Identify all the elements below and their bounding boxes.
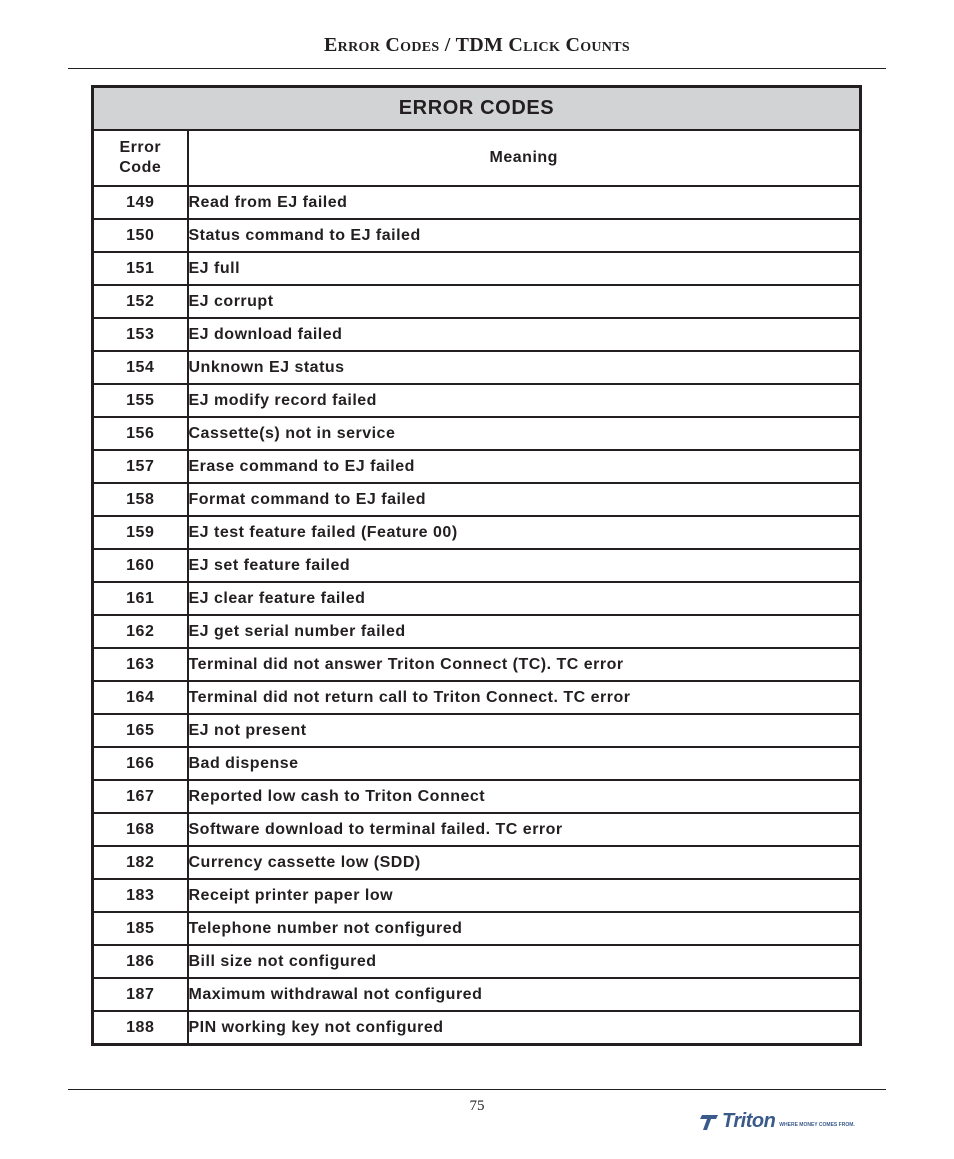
table-row <box>93 945 861 978</box>
error-meaning-cell: EJ get serial number failed <box>188 615 861 648</box>
error-meaning-cell: Terminal did not answer Triton Connect (TC). TC error <box>188 648 861 681</box>
error-meaning-cell: Telephone number not configured <box>188 912 861 945</box>
table-row <box>93 483 861 516</box>
triton-logo-text: Triton <box>722 1110 776 1132</box>
error-code-cell: 182 <box>93 846 188 879</box>
triton-logo-tagline: WHERE MONEY COMES FROM. <box>779 1121 855 1128</box>
page-header-title: Error Codes / TDM Click Counts <box>324 34 630 56</box>
table-row <box>93 978 861 1011</box>
error-meaning-cell: Terminal did not return call to Triton Connect. TC error <box>188 681 861 714</box>
error-meaning-cell: EJ corrupt <box>188 285 861 318</box>
table-row <box>93 648 861 681</box>
error-meaning-cell: EJ clear feature failed <box>188 582 861 615</box>
table-row <box>93 681 861 714</box>
table-row <box>93 879 861 912</box>
error-code-cell: 149 <box>93 186 188 219</box>
column-header-error-code-line1: Error <box>119 139 162 156</box>
error-code-cell: 157 <box>93 450 188 483</box>
error-code-cell: 163 <box>93 648 188 681</box>
error-code-cell: 186 <box>93 945 188 978</box>
error-meaning-cell: Currency cassette low (SDD) <box>188 846 861 879</box>
table-row <box>93 1011 861 1045</box>
table-row <box>93 384 861 417</box>
error-meaning-cell: Bill size not configured <box>188 945 861 978</box>
table-row <box>93 582 861 615</box>
error-code-cell: 166 <box>93 747 188 780</box>
table-row <box>93 912 861 945</box>
error-code-cell: 162 <box>93 615 188 648</box>
error-code-cell: 158 <box>93 483 188 516</box>
error-code-cell: 165 <box>93 714 188 747</box>
table-row <box>93 516 861 549</box>
error-meaning-cell: PIN working key not configured <box>188 1011 861 1045</box>
table-row <box>93 813 861 846</box>
error-code-cell: 188 <box>93 1011 188 1045</box>
table-row <box>93 219 861 252</box>
page-number: 75 <box>469 1098 485 1114</box>
error-meaning-cell: Receipt printer paper low <box>188 879 861 912</box>
table-row <box>93 846 861 879</box>
table-row <box>93 318 861 351</box>
table-title: ERROR CODES <box>93 87 861 131</box>
error-meaning-cell: Bad dispense <box>188 747 861 780</box>
error-code-cell: 187 <box>93 978 188 1011</box>
error-meaning-cell: Status command to EJ failed <box>188 219 861 252</box>
column-header-row <box>93 130 861 186</box>
column-header-error-code-line2: Code <box>119 159 162 176</box>
table-row <box>93 285 861 318</box>
column-header-error-code <box>93 130 188 186</box>
error-codes-table <box>91 85 862 1046</box>
error-meaning-cell: Format command to EJ failed <box>188 483 861 516</box>
footer-rule <box>68 1089 886 1090</box>
error-code-cell: 150 <box>93 219 188 252</box>
table-title-row <box>93 87 861 131</box>
error-code-cell: 159 <box>93 516 188 549</box>
error-code-cell: 154 <box>93 351 188 384</box>
error-code-cell: 151 <box>93 252 188 285</box>
table-row <box>93 252 861 285</box>
error-code-cell: 185 <box>93 912 188 945</box>
error-meaning-cell: EJ set feature failed <box>188 549 861 582</box>
table-row <box>93 747 861 780</box>
table-row <box>93 615 861 648</box>
table-row <box>93 549 861 582</box>
column-header-meaning: Meaning <box>188 130 861 186</box>
table-row <box>93 351 861 384</box>
error-meaning-cell: Cassette(s) not in service <box>188 417 861 450</box>
error-meaning-cell: EJ not present <box>188 714 861 747</box>
error-code-cell: 156 <box>93 417 188 450</box>
header-rule <box>68 68 886 69</box>
error-meaning-cell: EJ test feature failed (Feature 00) <box>188 516 861 549</box>
table-row <box>93 714 861 747</box>
error-code-cell: 168 <box>93 813 188 846</box>
table-row <box>93 780 861 813</box>
table-row <box>93 417 861 450</box>
table-body <box>93 186 861 1045</box>
error-code-cell: 153 <box>93 318 188 351</box>
error-code-cell: 161 <box>93 582 188 615</box>
error-code-cell: 183 <box>93 879 188 912</box>
table-row <box>93 450 861 483</box>
error-code-cell: 155 <box>93 384 188 417</box>
error-meaning-cell: Read from EJ failed <box>188 186 861 219</box>
table-row <box>93 186 861 219</box>
triton-logo-mark-icon <box>699 1112 721 1132</box>
error-code-cell: 167 <box>93 780 188 813</box>
error-meaning-cell: EJ download failed <box>188 318 861 351</box>
error-meaning-cell: Maximum withdrawal not configured <box>188 978 861 1011</box>
error-meaning-cell: EJ full <box>188 252 861 285</box>
error-code-cell: 152 <box>93 285 188 318</box>
triton-logo <box>699 1110 855 1133</box>
error-code-cell: 164 <box>93 681 188 714</box>
error-meaning-cell: Erase command to EJ failed <box>188 450 861 483</box>
error-meaning-cell: Software download to terminal failed. TC error <box>188 813 861 846</box>
error-meaning-cell: EJ modify record failed <box>188 384 861 417</box>
error-meaning-cell: Unknown EJ status <box>188 351 861 384</box>
error-code-cell: 160 <box>93 549 188 582</box>
error-meaning-cell: Reported low cash to Triton Connect <box>188 780 861 813</box>
